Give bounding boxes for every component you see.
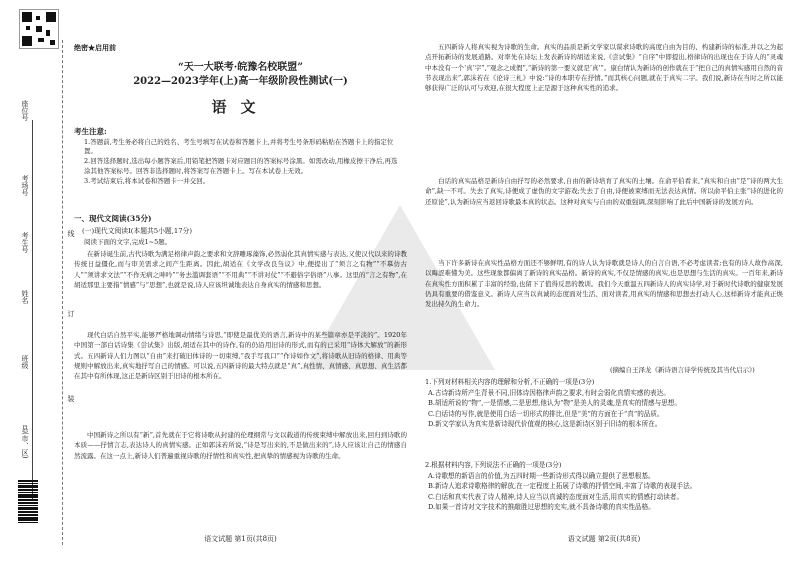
candidate-number-label: 考生号 [21,232,29,253]
note-item: 2.回答选择题时,选出每小题答案后,用铅笔把答题卡对应题目的答案标号涂黑。如需改动,用橡皮擦干净后,再选涂其他答案标号。回答非选择题时,将答案写在答题卡上。写在本试卷上无效。 [84,157,398,175]
passage-paragraph: 中国新诗之所以有“新”,首先就在于它将诗歌从封建的伦理纲常与文以载道的传统束缚中解放出来,回归到诗歌的本质——抒情言志,表达诗人的真情实感。正如郭沫若所说,“诗是写出来的,不是做出来的”,诗人应该让自己的情感自然流露。在这一点上,新诗人们普遍重视诗歌的抒情性和真实性,把真挚的情感视为诗歌的生命。 [74,431,407,460]
passage-paragraph: 现代白话自然平实,能够严格地调动情绪与诗思,“即使是最优美的语言,新诗中的某些篇章亦是平淡的”。1920年中国第一部白话诗集《尝试集》出版,胡适在其中的诗作,有的仍沿用旧诗的形式,而有的已采用“诗体大解放”的新形式。五四新诗人们力图以“自由”来打破旧体诗的一切束缚,“我手写我口”“作诗如作文”,将诗歌从旧诗的格律、用典等规则中解放出来,真实地抒写自己的情感。可以说,五四新诗的最大特点就是“真”,真性情、真情感、真思想、真生活都在其中有所体现,这正是新诗区别于旧诗的根本所在。 [74,331,407,381]
subsection-heading: (一)现代文阅读Ⅰ(本题共5小题,17分) [82,227,192,235]
seat-number-label: 座位号 [21,100,29,121]
margin-rule [32,120,33,500]
page-1 [74,0,407,561]
section-heading: 一、现代文阅读(35分) [74,214,152,223]
binding-line [62,40,63,545]
option-c: C.白话诗的写作,就是使用白话一切形式的排比,但是“美”的方面在于“真”的品质。 [428,409,664,418]
exam-subtitle: 2022—2023学年(上)高一年级阶段性测试(一) [133,76,348,87]
qr-code [19,9,59,49]
question-1-stem: 1.下列对材料相关内容的理解和分析,不正确的一项是(3分) [425,378,595,386]
option-a: A.古诗新诗所产生背景不同,旧体诗因格律声韵之要求,有时会弱化真情实感的表达。 [428,389,670,397]
binding-mark-order: 订 [67,310,75,317]
option-a: A.诗歌想的新语言的价值,为五四时期一些新诗形式得以确立提供了思想根基。 [428,472,655,480]
note-item: 1.答题前,考生务必将自己的姓名、考生号填写在试卷和答题卡上,并将考生号条形码粘贴在答题卡上的指定位置。 [84,138,394,156]
page-footer: 语文试题 第1页(共8页) [204,535,277,543]
note-item: 3.考试结束后,将本试卷和答题卡一并交回。 [84,176,210,185]
subject-title: 语文 [211,98,270,116]
reading-instruction: 阅读下面的文字,完成1~5题。 [84,238,172,246]
class-label: 班级 [21,355,29,369]
county-label: 县(市、区) [21,425,29,459]
citation: (摘编自王泽龙《新诗语言诗学传统及其当代启示》) [610,366,755,374]
option-d: D.如果一首诗对文字技术的推敲胜过思想的充实,就不具备诗歌的真实性品格。 [428,502,655,511]
secret-mark: 绝密★启用前 [74,43,116,52]
question-2-stem: 2.根据材料内容,下列说法不正确的一项是(3分) [425,461,562,469]
option-c: C.白话和真实代表了诗人精神,诗人应当以真诚的态度面对生活,用真实的情感打动读者。 [428,492,684,501]
passage-paragraph: 白话的真实品格是新诗自由抒写的必然要求,自由的新诗培育了真实的土壤。在俞平伯看来,“真实和自由”是“诗的两大生命”,缺一不可。失去了真实,诗便成了虚伪的文字游戏;失去了自由,诗便被束缚而无法表达真情。所以俞平伯主张“诗的进化的还原论”,认为新诗应当返回诗歌最本真的状态。这种对真实与自由的双重强调,深刻影响了此后中国新诗的发展方向。 [425,177,783,206]
question-2-options [425,471,783,512]
binding-mark-line: 线 [67,230,75,237]
binding-mark-bind: 装 [67,395,75,402]
option-b: B.新诗人追求诗歌格律的解放,在一定程度上拓展了诗歌的抒情空间,丰富了诗歌的表现手法。 [428,482,697,491]
question-1-options [425,388,783,429]
exam-room-label: 考场号 [21,175,29,196]
passage-paragraph: 在新诗诞生前,古代诗歌为满足格律声韵之要求和文辞雕琢藻饰,必然弱化其真情实感与表达,又使汉代以来的诗教传统日益僵化,而与审美需求之间产生距离。因此,胡适在《文学改良刍议》中,便提出了“须言之有物”“不摹仿古人”“须讲求文法”“不作无病之呻吟”“务去滥调套语”“不用典”“不讲对仗”“不避俗字俗语”八事。这里的“言之有物”,在胡适那里主要指“情感”与“思想”,也就是说,诗人应该坦诚地表达自身真实的情感和思想。 [74,250,407,289]
exam-title: “天一大联考·皖豫名校联盟” [178,62,303,73]
notes-heading: 考生注意: [74,127,107,136]
name-label: 姓名 [21,290,29,304]
barcode [18,480,38,540]
passage-paragraph: 当下许多新诗在真实性品格方面还不够鲜明,有的诗人认为诗歌就是诗人的自言自语,不必考虑读者;也有的诗人故作高深,以晦涩难懂为美。这些现象都偏离了新诗的真实品格。新诗的真实,不仅是情感的真实,也是思想与生活的真实。一百年来,新诗在真实性方面积累了丰富的经验,也留下了值得反思的教训。我们今天重温五四新诗人的真实诗学,对于新时代诗歌的健康发展仍具有重要的借鉴意义。新诗人应当以真诚的态度面对生活、面对读者,用真实的情感和思想去打动人心,这样新诗才能真正焕发出持久的生命力。 [425,259,783,309]
page-2 [425,0,783,561]
option-d: D.新文学家认为真实是新诗现代价值观的核心,这是新诗区别于旧诗的根本所在。 [428,419,662,428]
page-footer: 语文试题 第2页(共8页) [567,535,641,543]
notes-list [84,138,402,187]
option-b: B.胡适所说的“物”,一是情感,二是思想,他认为“物”是美人的灵魂,是真实的情感与思想。 [428,399,681,408]
passage-paragraph: 五四新诗人将真实视为诗歌的生命。真实的品质是新文学家以谋求诗歌的高度自由为目的、构建新诗的标准,并以之为起点开拓新诗的发展道路。对率先在诗坛上发表新诗的胡适来说,《尝试集》“自序”中即提出,格律诗的出现也在于诗人的“灵魂中本没有一个‘真’字”,“观念之成假”,“新诗的第一要义就是‘真’”。康白情认为新诗的创作就在于“把自己的真情实感用自然的音节表现出来”,郭沫若在《论诗三札》中说:“诗的本职专在抒情。”而其核心问题,就在于真实二字。我们说,新诗在当时之所以能够获得广泛的认可与欢迎,在很大程度上正是源于这种真实性的追求。 [425,43,783,93]
